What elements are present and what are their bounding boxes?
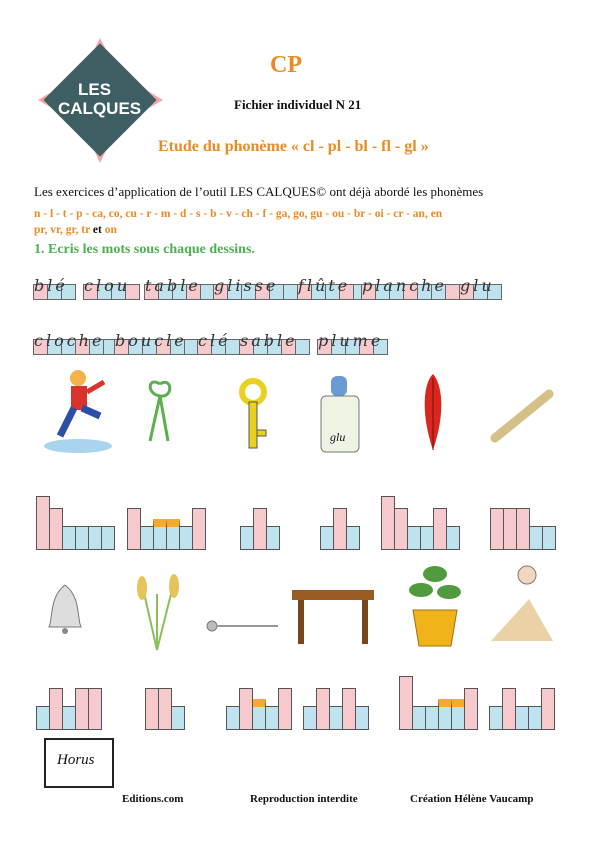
bell-icon <box>45 583 85 640</box>
word-text: clé <box>198 331 231 350</box>
grid-cell <box>226 706 240 730</box>
grid-cell <box>49 508 63 550</box>
grid-cell <box>88 688 102 730</box>
word-strip <box>34 270 76 300</box>
grid-cell <box>399 676 413 730</box>
level-title: CP <box>270 52 302 78</box>
grid-cell <box>346 526 360 550</box>
grid-cell <box>153 519 167 550</box>
plant-icon <box>405 556 465 653</box>
grid-cell <box>62 526 76 550</box>
key-icon <box>233 378 273 461</box>
grid-cell <box>266 526 280 550</box>
word-strip <box>145 270 215 300</box>
footer-rights: Reproduction interdite <box>250 793 358 805</box>
grid-cell <box>541 688 555 730</box>
feather-icon <box>418 372 448 457</box>
glue-bottle-icon <box>315 376 365 461</box>
grid-cell <box>303 706 317 730</box>
grid-cell <box>252 699 266 730</box>
grid-cell <box>179 526 193 550</box>
grid-cell <box>329 706 343 730</box>
grid-cell <box>381 496 395 550</box>
answer-grid[interactable] <box>227 660 292 730</box>
file-title: Fichier individuel N 21 <box>234 97 362 112</box>
grid-cell <box>542 526 556 550</box>
answer-grid[interactable] <box>128 480 206 550</box>
word-strip <box>115 325 199 355</box>
grid-cell <box>503 508 517 550</box>
table-icon <box>288 586 378 651</box>
grid-cell <box>355 706 369 730</box>
phoneme-study-title: Etude du phonème « cl - pl - bl - fl - gl » <box>158 138 429 155</box>
answer-grid[interactable] <box>400 660 478 730</box>
answer-grid[interactable] <box>146 660 185 730</box>
grid-cell <box>490 508 504 550</box>
answer-grid[interactable] <box>37 480 115 550</box>
grid-cell <box>320 526 334 550</box>
grid-cell <box>127 508 141 550</box>
word-text: glu <box>460 276 495 295</box>
phonemes-line-2: pr, vr, gr, tr et on <box>34 224 117 236</box>
logo-text-line2: CALQUES <box>58 99 142 118</box>
word-text: boucle <box>115 331 187 350</box>
wheat-icon <box>122 574 192 657</box>
footer-author: Création Hélène Vaucamp <box>410 793 534 805</box>
grid-cell <box>342 688 356 730</box>
word-strip <box>84 270 140 300</box>
logo-text-line1: LES <box>78 80 112 99</box>
grid-cell <box>407 526 421 550</box>
intro-text: Les exercices d’application de l’outil LES CALQUES© ont déjà abordé les phonèmes <box>34 184 484 199</box>
sand-icon <box>487 565 557 648</box>
nail-icon <box>206 618 281 639</box>
word-strip <box>34 325 118 355</box>
grid-cell <box>158 688 172 730</box>
grid-cell <box>239 688 253 730</box>
grid-cell <box>36 706 50 730</box>
answer-grid[interactable] <box>37 660 102 730</box>
grid-cell <box>316 688 330 730</box>
answer-grid[interactable] <box>241 480 280 550</box>
grid-cell <box>464 688 478 730</box>
grid-cell <box>265 706 279 730</box>
word-strip <box>298 270 368 300</box>
grid-cell <box>36 496 50 550</box>
grid-cell <box>529 526 543 550</box>
word-strip <box>362 270 460 300</box>
grid-cell <box>333 508 347 550</box>
answer-grid[interactable] <box>382 480 460 550</box>
word-strip <box>318 325 388 355</box>
grid-cell <box>192 508 206 550</box>
grid-cell <box>140 526 154 550</box>
answer-grid[interactable] <box>491 480 556 550</box>
grid-cell <box>62 706 76 730</box>
word-text: cloche <box>34 331 105 350</box>
phonemes-line-1: n - l - t - p - ca, co, cu - r - m - d - s - b - v - ch - f - ga, go, gu - ou - br - oi - cr - an, en <box>34 208 443 220</box>
publisher-logo-text: Horus <box>57 752 95 768</box>
word-text: plume <box>318 331 384 350</box>
word-strip <box>198 325 240 355</box>
word-text: table <box>145 276 201 295</box>
word-text: flûte <box>298 276 351 295</box>
letter-cell <box>445 284 460 300</box>
exercise-instruction: 1. Ecris les mots sous chaque dessins. <box>34 242 255 257</box>
grid-cell <box>278 688 292 730</box>
word-text: sable <box>240 331 298 350</box>
footer-site: Editions.com <box>122 793 184 805</box>
word-text: planche <box>362 276 447 295</box>
grid-cell <box>412 706 426 730</box>
les-calques-logo <box>38 38 163 163</box>
grid-cell <box>502 688 516 730</box>
grid-cell <box>101 526 115 550</box>
grid-cell <box>433 508 447 550</box>
grid-cell <box>420 526 434 550</box>
grid-cell <box>451 699 465 730</box>
answer-grid[interactable] <box>490 660 555 730</box>
phonemes-list <box>34 206 564 238</box>
grid-cell <box>528 706 542 730</box>
grid-cell <box>75 688 89 730</box>
grid-cell <box>394 508 408 550</box>
publisher-logo <box>44 738 114 788</box>
grid-cell <box>49 688 63 730</box>
grid-cell <box>171 706 185 730</box>
grid-cell <box>515 706 529 730</box>
word-text: clou <box>84 276 131 295</box>
word-strip <box>240 325 310 355</box>
grid-cell <box>489 706 503 730</box>
grid-cell <box>516 508 530 550</box>
word-text: blé <box>34 276 68 295</box>
glue-label: glu <box>330 430 346 444</box>
skater-icon <box>38 366 118 461</box>
grid-cell <box>425 706 439 730</box>
word-strip <box>214 270 298 300</box>
grid-cell <box>145 688 159 730</box>
word-text: glisse <box>214 276 279 295</box>
grid-cell <box>88 526 102 550</box>
flute-icon <box>487 386 557 451</box>
answer-grid[interactable] <box>321 480 360 550</box>
grid-cell <box>253 508 267 550</box>
grid-cell <box>240 526 254 550</box>
grid-cell <box>438 699 452 730</box>
letter-cell <box>283 284 298 300</box>
grid-cell <box>166 519 180 550</box>
answer-grid[interactable] <box>304 660 369 730</box>
word-strip <box>460 270 502 300</box>
grid-cell <box>75 526 89 550</box>
grid-cell <box>446 526 460 550</box>
ribbon-icon <box>140 376 180 451</box>
